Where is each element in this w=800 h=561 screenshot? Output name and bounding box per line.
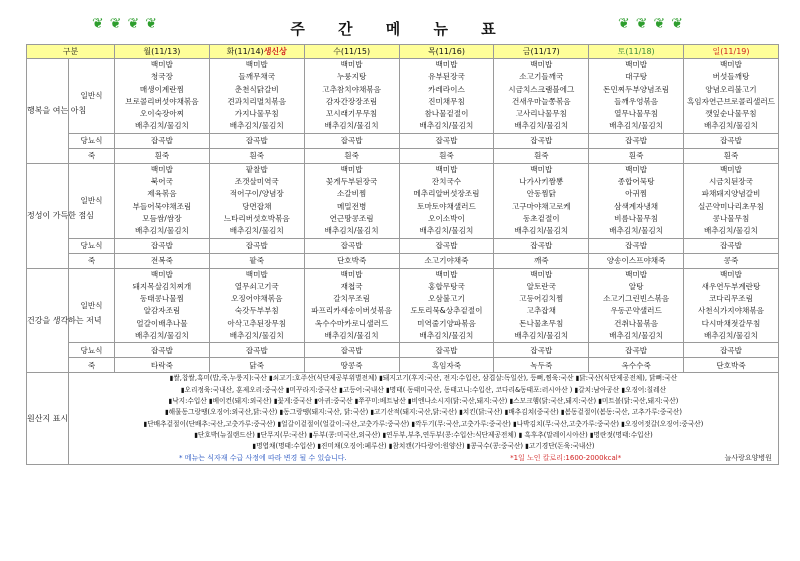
menu-item: 숙갓두부부침 bbox=[234, 306, 279, 316]
menu-item: 홍합무탕국 bbox=[428, 281, 465, 291]
menu-item: 팥찰밥 bbox=[245, 164, 268, 174]
menu-item: 백미밥 bbox=[435, 269, 458, 279]
menu-item: 고사리나물무침 bbox=[515, 109, 567, 119]
menu-item: 배추김치/물김치 bbox=[609, 121, 664, 131]
regular-diet-label: 일반식 bbox=[69, 268, 115, 343]
calorie-note: *1일 노인 칼로리:1600-2000kcal* bbox=[510, 453, 622, 462]
menu-cell bbox=[684, 59, 779, 134]
menu-item: 백미밥 bbox=[719, 60, 742, 69]
menu-cell bbox=[115, 163, 210, 238]
menu-item: 알감자조림 bbox=[143, 306, 181, 316]
porridge-cell: 흰죽 bbox=[209, 148, 304, 163]
menu-cell bbox=[399, 163, 494, 238]
menu-item: 당면잡채 bbox=[242, 201, 272, 211]
diabetic-diet-cell: 잡곡밥 bbox=[589, 343, 684, 358]
header-day-4 bbox=[494, 45, 589, 59]
menu-item: 소갈비찜 bbox=[336, 189, 367, 199]
menu-item: 감자간장장조림 bbox=[325, 96, 378, 106]
meal-row-porridge bbox=[27, 358, 779, 373]
menu-item: 백미밥 bbox=[435, 60, 458, 69]
menu-item: 배추김치/물김치 bbox=[514, 226, 569, 236]
menu-item: 옥수수마카로니샐러드 bbox=[314, 318, 389, 328]
menu-cell bbox=[304, 163, 399, 238]
menu-item: 돼지목살김치찌개 bbox=[132, 281, 192, 291]
menu-item: 배추김치/물김치 bbox=[134, 226, 189, 236]
menu-item: 배추김치/물김치 bbox=[704, 331, 758, 341]
menu-item: 동초겉절이 bbox=[522, 213, 560, 223]
diabetic-diet-cell: 잡곡밥 bbox=[684, 343, 779, 358]
menu-item: 파채돼지양념갈비 bbox=[701, 189, 761, 199]
menu-item: 배추김치/물김치 bbox=[419, 226, 474, 236]
menu-item: 건새우마늘쫑볶음 bbox=[511, 96, 571, 106]
menu-item: 적어구이/양념장 bbox=[229, 189, 284, 199]
menu-item: 배추김치/물김치 bbox=[514, 331, 569, 341]
menu-item: 잔치국수 bbox=[431, 177, 462, 187]
diabetic-diet-label: 당뇨식 bbox=[69, 343, 115, 358]
header-day-0 bbox=[115, 45, 210, 59]
header-day-label: 금(11/17) bbox=[522, 47, 560, 56]
menu-cell bbox=[209, 163, 304, 238]
menu-item: 매생이계란찜 bbox=[139, 84, 184, 94]
footer-notice: * 메뉴는 식자재 수급 사정에 따라 변경 될 수 있습니다. bbox=[179, 453, 347, 462]
menu-item: 백미밥 bbox=[150, 60, 173, 69]
porridge-cell: 흰죽 bbox=[589, 148, 684, 163]
menu-item: 누룽지탕 bbox=[336, 72, 367, 82]
origin-row bbox=[27, 373, 779, 465]
menu-item: 배추김치/물김치 bbox=[134, 121, 189, 131]
meal-row-porridge bbox=[27, 148, 779, 163]
hospital-name: 늘사랑요양병원 bbox=[724, 453, 772, 462]
menu-item: 흑임자연근브로콜리샐러드 bbox=[686, 96, 775, 106]
menu-item: 소고기들깨국 bbox=[519, 72, 564, 82]
menu-item: 백미밥 bbox=[245, 60, 268, 69]
menu-cell bbox=[589, 59, 684, 134]
menu-item: 청국장 bbox=[150, 72, 173, 82]
menu-item: 들깨무채국 bbox=[238, 72, 276, 82]
menu-item: 소고기그린빈스볶음 bbox=[603, 294, 670, 304]
diabetic-diet-cell: 잡곡밥 bbox=[494, 238, 589, 253]
diabetic-diet-cell: 잡곡밥 bbox=[399, 133, 494, 148]
origin-line: ▮쌀,찹쌀,흑미(밥,죽,누룽지):국산 ▮쇠고기:호주산(식단제공부위별전체) ▮돼지고기(후지:국산, 전지:수입산, 삼겹살:독일산), 등뼈,찜육:국산 ▮닭:국산(식단제공전체), 닭뼈:국산 bbox=[169, 374, 678, 383]
menu-item: 배추김치/물김치 bbox=[324, 121, 379, 131]
meal-row-diabetic-diet bbox=[27, 238, 779, 253]
diabetic-diet-cell: 잡곡밥 bbox=[209, 133, 304, 148]
origin-line: ▮오리정육:국내산, 훈제오리:중국산 ▮미꾸라지:중국산 ▮고등어:국내산 ▮명태( 동태미국산, 동태고니:수입산, 코다리&동태포:러시아산 ) ▮갈치:남아공산 ▮오징어:칠레산 bbox=[180, 385, 667, 394]
menu-item: 열무쇠고기국 bbox=[234, 281, 279, 291]
menu-item: 춘천식닭갈비 bbox=[234, 84, 279, 94]
menu-item: 나가사키짬뽕 bbox=[519, 177, 564, 187]
menu-item: 비름나물무침 bbox=[614, 213, 659, 223]
header-day-label: 화(11/14) bbox=[226, 47, 264, 56]
birthday-special-badge: 생신상 bbox=[263, 47, 287, 56]
diabetic-diet-cell: 잡곡밥 bbox=[209, 238, 304, 253]
header-day-1 bbox=[209, 45, 304, 59]
menu-item: 제육볶음 bbox=[147, 189, 177, 199]
diabetic-diet-cell: 잡곡밥 bbox=[684, 133, 779, 148]
menu-item: 배추김치/물김치 bbox=[229, 121, 284, 131]
menu-cell bbox=[494, 268, 589, 343]
menu-item: 꼬시래기무무침 bbox=[325, 109, 378, 119]
porridge-cell: 타락죽 bbox=[115, 358, 210, 373]
menu-cell bbox=[304, 59, 399, 134]
header-day-3 bbox=[399, 45, 494, 59]
diabetic-diet-cell: 잡곡밥 bbox=[494, 343, 589, 358]
menu-item: 아삭고추된장무침 bbox=[227, 318, 287, 328]
header-day-5 bbox=[589, 45, 684, 59]
menu-item: 모듬쌈/쌈장 bbox=[142, 213, 182, 223]
header-day-label: 수(11/15) bbox=[333, 47, 371, 56]
menu-item: 재첩국 bbox=[340, 281, 363, 291]
meal-row-diabetic-diet bbox=[27, 343, 779, 358]
menu-item: 백미밥 bbox=[340, 60, 363, 69]
origin-info bbox=[69, 373, 779, 465]
menu-item: 백미밥 bbox=[245, 269, 268, 279]
diabetic-diet-cell: 잡곡밥 bbox=[304, 133, 399, 148]
footer bbox=[69, 452, 778, 464]
header-label: 구분 bbox=[27, 45, 115, 59]
porridge-cell: 흰죽 bbox=[399, 148, 494, 163]
menu-item: 유부된장국 bbox=[428, 72, 465, 82]
menu-item: 백미밥 bbox=[625, 269, 648, 279]
menu-item: 배추김치/물김치 bbox=[419, 121, 474, 131]
menu-item: 토마토야채샐러드 bbox=[417, 201, 476, 211]
menu-item: 미역줄기양파볶음 bbox=[417, 318, 476, 328]
porridge-cell: 흰죽 bbox=[115, 148, 210, 163]
menu-cell bbox=[494, 59, 589, 134]
diabetic-diet-cell: 잡곡밥 bbox=[115, 343, 210, 358]
porridge-cell: 흰죽 bbox=[684, 148, 779, 163]
menu-item: 건취나물볶음 bbox=[614, 318, 659, 328]
diabetic-diet-label: 당뇨식 bbox=[69, 238, 115, 253]
porridge-label: 죽 bbox=[69, 148, 115, 163]
menu-item: 배추김치/물김치 bbox=[324, 331, 379, 341]
meal-row-diabetic-diet bbox=[27, 133, 779, 148]
menu-item: 오징어야채볶음 bbox=[231, 294, 283, 304]
header-day-label: 목(11/16) bbox=[427, 47, 465, 56]
porridge-cell: 흰죽 bbox=[304, 148, 399, 163]
menu-item: 고추참치야채볶음 bbox=[322, 84, 381, 94]
menu-item: 배추김치/물김치 bbox=[609, 226, 664, 236]
menu-item: 메추리알버섯장조림 bbox=[413, 189, 480, 199]
origin-line: ▮낙지:수입산 ▮베이컨(돼지:외국산) ▮꽃게:중국산 ▮아귀:중국산 ▮쭈꾸미:베트남산 ▮비엔나소시지(닭:국산,돼지:국산) ▮스모크햄(닭:국산,돼지:국산) ▮미트볼(닭:국산,돼지:국산) bbox=[168, 396, 679, 405]
menu-cell bbox=[115, 268, 210, 343]
menu-item: 깻잎순나물무침 bbox=[705, 109, 757, 119]
porridge-label: 죽 bbox=[69, 253, 115, 268]
menu-cell bbox=[589, 268, 684, 343]
menu-item: 사천식가지야채볶음 bbox=[697, 306, 764, 316]
menu-item: 돈나물초무침 bbox=[519, 318, 564, 328]
menu-item: 백미밥 bbox=[625, 164, 648, 174]
menu-item: 동태콩나물찜 bbox=[139, 294, 184, 304]
menu-cell bbox=[399, 268, 494, 343]
origin-line: ▮단배추겉절이(단배추:국산,고춧가루:중국산) ▮얼갈이겉절이(얼갈이:국산,고춧가루:중국산) ▮깍두기(무:국산,고춧가루:중국산) ▮나박김치(무:국산,고춧가루:중국산) ▮오징어젓갈(오징어:중국산) bbox=[143, 419, 704, 428]
diabetic-diet-cell: 잡곡밥 bbox=[589, 238, 684, 253]
diabetic-diet-cell: 잡곡밥 bbox=[399, 343, 494, 358]
porridge-cell: 흰죽 bbox=[494, 148, 589, 163]
header-day-6 bbox=[684, 45, 779, 59]
menu-item: 오이숙장아찌 bbox=[139, 109, 184, 119]
menu-item: 고구마야채고로케 bbox=[511, 201, 571, 211]
menu-item: 브로콜리버섯야채볶음 bbox=[125, 96, 199, 106]
porridge-cell: 녹두죽 bbox=[494, 358, 589, 373]
menu-item: 느타리버섯호박볶음 bbox=[223, 213, 290, 223]
meal-row-regular bbox=[27, 59, 779, 134]
menu-item: 백미밥 bbox=[530, 164, 553, 174]
menu-item: 코다리무조림 bbox=[708, 294, 753, 304]
origin-line: ▮해물동그랑땡(오징어:외국산,닭:국산) ▮동그랑땡(돼지:국산, 닭:국산) ▮고기산적(돼지:국산,닭:국산) ▮치킨(닭:국산) ▮배추김치(중국산) ▮봄동겉절이(봄동:국산, 고추가루:중국산) bbox=[164, 408, 682, 417]
menu-item: 가지나물무침 bbox=[234, 109, 279, 119]
menu-item: 연근땅콩조림 bbox=[329, 213, 374, 223]
menu-item: 배추김치/물김치 bbox=[704, 121, 758, 131]
menu-item: 참나물겉절이 bbox=[424, 109, 469, 119]
menu-item: 시금치된장국 bbox=[708, 177, 753, 187]
diabetic-diet-cell: 잡곡밥 bbox=[304, 238, 399, 253]
diabetic-diet-cell: 잡곡밥 bbox=[684, 238, 779, 253]
meal-row-regular bbox=[27, 163, 779, 238]
page-title: 주 간 메 뉴 표 bbox=[290, 20, 510, 38]
menu-item: 북어국 bbox=[150, 177, 173, 187]
menu-item: 버섯들깨탕 bbox=[712, 72, 750, 82]
diabetic-diet-cell: 잡곡밥 bbox=[209, 343, 304, 358]
origin-line: ▮명엽채(명태:수입산) ▮진미채(오징어:페루산) ▮참치캔(가다랑어:원양산) ▮콩국수(콩:중국산) ▮고기경단(돈육:국내산) bbox=[252, 442, 595, 451]
porridge-cell: 닭죽 bbox=[209, 358, 304, 373]
menu-item: 파프리카새송이버섯볶음 bbox=[311, 306, 392, 316]
menu-item: 부들어묵야채조림 bbox=[132, 201, 192, 211]
porridge-cell: 양송이스프야채죽 bbox=[589, 253, 684, 268]
porridge-label: 죽 bbox=[69, 358, 115, 373]
menu-item: 열무나물무침 bbox=[614, 109, 659, 119]
menu-item: 배추김치/물김치 bbox=[704, 226, 758, 236]
regular-diet-label: 일반식 bbox=[69, 163, 115, 238]
menu-item: 종합어묵탕 bbox=[617, 177, 655, 187]
porridge-cell: 단호박죽 bbox=[684, 358, 779, 373]
menu-item: 갈치무조림 bbox=[333, 294, 370, 304]
diabetic-diet-cell: 잡곡밥 bbox=[115, 133, 210, 148]
menu-item: 대구탕 bbox=[625, 72, 648, 82]
menu-item: 콩나물무침 bbox=[712, 213, 750, 223]
header-day-2 bbox=[304, 45, 399, 59]
menu-item: 오삼불고기 bbox=[428, 294, 465, 304]
menu-item: 백미밥 bbox=[530, 60, 553, 69]
meal-name: 정성이 가득한 점심 bbox=[27, 163, 69, 268]
menu-item: 백미밥 bbox=[150, 269, 173, 279]
diabetic-diet-label: 당뇨식 bbox=[69, 133, 115, 148]
menu-item: 백미밥 bbox=[150, 164, 173, 174]
porridge-cell: 소고기야채죽 bbox=[399, 253, 494, 268]
porridge-cell: 흑임자죽 bbox=[399, 358, 494, 373]
menu-cell bbox=[399, 59, 494, 134]
menu-item: 알탕 bbox=[628, 281, 644, 291]
diabetic-diet-cell: 잡곡밥 bbox=[494, 133, 589, 148]
menu-item: 들깨우엉볶음 bbox=[614, 96, 659, 106]
meal-name: 건강을 생각하는 저녁 bbox=[27, 268, 69, 373]
menu-cell bbox=[304, 268, 399, 343]
menu-item: 배추김치/물김치 bbox=[514, 121, 569, 131]
menu-item: 다시마채젓갈무침 bbox=[701, 318, 761, 328]
menu-item: 배추김치/물김치 bbox=[229, 226, 284, 236]
menu-item: 카레라이스 bbox=[428, 84, 465, 94]
menu-item: 도토리묵&상추겉절이 bbox=[410, 306, 483, 316]
menu-item: 오이소박이 bbox=[428, 213, 465, 223]
menu-item: 백미밥 bbox=[719, 269, 742, 279]
sprout-decoration-left-icon: ❦❦❦❦ bbox=[92, 16, 163, 32]
origin-line: ▮단호박(뉴질랜드산) ▮단무지(무:국산) ▮두부(콩:미국산,외국산) ▮연두부,부추,연두부(콩:수입산:식단제공전체) ▮ 흑후추(말레이시아산) ▮명란젓(명태:수입산) bbox=[194, 430, 653, 439]
menu-item: 고등어김치찜 bbox=[519, 294, 564, 304]
menu-item: 돈민찌두부양념조림 bbox=[603, 84, 670, 94]
menu-cell bbox=[115, 59, 210, 134]
menu-item: 시금치스크램블에그 bbox=[508, 84, 575, 94]
header-day-label: 월(11/13) bbox=[143, 47, 181, 56]
menu-item: 배추김치/물김치 bbox=[229, 331, 284, 341]
menu-item: 백미밥 bbox=[340, 164, 363, 174]
meal-name: 행복을 여는 아침 bbox=[27, 59, 69, 164]
menu-item: 메밀전병 bbox=[336, 201, 367, 211]
menu-cell bbox=[684, 268, 779, 343]
menu-item: 우동곤약샐러드 bbox=[610, 306, 662, 316]
porridge-cell: 콩죽 bbox=[684, 253, 779, 268]
menu-item: 배추김치/물김치 bbox=[609, 331, 664, 341]
weekly-menu-table bbox=[26, 44, 779, 465]
menu-item: 고추잡채 bbox=[526, 306, 556, 316]
origin-label: 원산지 표시 bbox=[27, 373, 69, 465]
menu-item: 견과치리멸치볶음 bbox=[227, 96, 287, 106]
menu-item: 안동찜닭 bbox=[526, 189, 556, 199]
diabetic-diet-cell: 잡곡밥 bbox=[399, 238, 494, 253]
header-day-label: 토(11/18) bbox=[617, 47, 655, 56]
menu-item: 백미밥 bbox=[625, 60, 648, 69]
diabetic-diet-cell: 잡곡밥 bbox=[304, 343, 399, 358]
header-day-label: 일(11/19) bbox=[712, 47, 750, 56]
menu-item: 백미밥 bbox=[530, 269, 553, 279]
menu-item: 실곤약미나리초무침 bbox=[697, 201, 764, 211]
menu-item: 백미밥 bbox=[435, 164, 458, 174]
menu-item: 진미채무침 bbox=[428, 96, 465, 106]
menu-item: 얼갈이배추나물 bbox=[136, 318, 188, 328]
menu-item: 조갯살미역국 bbox=[234, 177, 279, 187]
menu-cell bbox=[589, 163, 684, 238]
header-row bbox=[27, 45, 779, 59]
menu-item: 백미밥 bbox=[340, 269, 363, 279]
porridge-cell: 전복죽 bbox=[115, 253, 210, 268]
menu-item: 새우연두부계란탕 bbox=[701, 281, 761, 291]
menu-cell bbox=[209, 59, 304, 134]
porridge-cell: 팥죽 bbox=[209, 253, 304, 268]
meal-row-regular bbox=[27, 268, 779, 343]
menu-item: 아귀찜 bbox=[625, 189, 648, 199]
porridge-cell: 단호박죽 bbox=[304, 253, 399, 268]
menu-cell bbox=[494, 163, 589, 238]
menu-item: 삼색계자냉채 bbox=[614, 201, 659, 211]
menu-item: 백미밥 bbox=[719, 164, 742, 174]
diabetic-diet-cell: 잡곡밥 bbox=[589, 133, 684, 148]
menu-item: 배추김치/물김치 bbox=[324, 226, 379, 236]
menu-item: 배추김치/물김치 bbox=[134, 331, 189, 341]
menu-cell bbox=[684, 163, 779, 238]
menu-item: 알토란국 bbox=[526, 281, 556, 291]
sprout-decoration-right-icon: ❦❦❦❦ bbox=[618, 16, 689, 32]
meal-row-porridge bbox=[27, 253, 779, 268]
porridge-cell: 깨죽 bbox=[494, 253, 589, 268]
diabetic-diet-cell: 잡곡밥 bbox=[115, 238, 210, 253]
menu-item: 배추김치/물김치 bbox=[419, 331, 474, 341]
regular-diet-label: 일반식 bbox=[69, 59, 115, 134]
menu-item: 꽃게두부된장국 bbox=[325, 177, 378, 187]
menu-cell bbox=[209, 268, 304, 343]
porridge-cell: 옥수수죽 bbox=[589, 358, 684, 373]
porridge-cell: 땅콩죽 bbox=[304, 358, 399, 373]
menu-item: 양념오리불고기 bbox=[705, 84, 757, 94]
